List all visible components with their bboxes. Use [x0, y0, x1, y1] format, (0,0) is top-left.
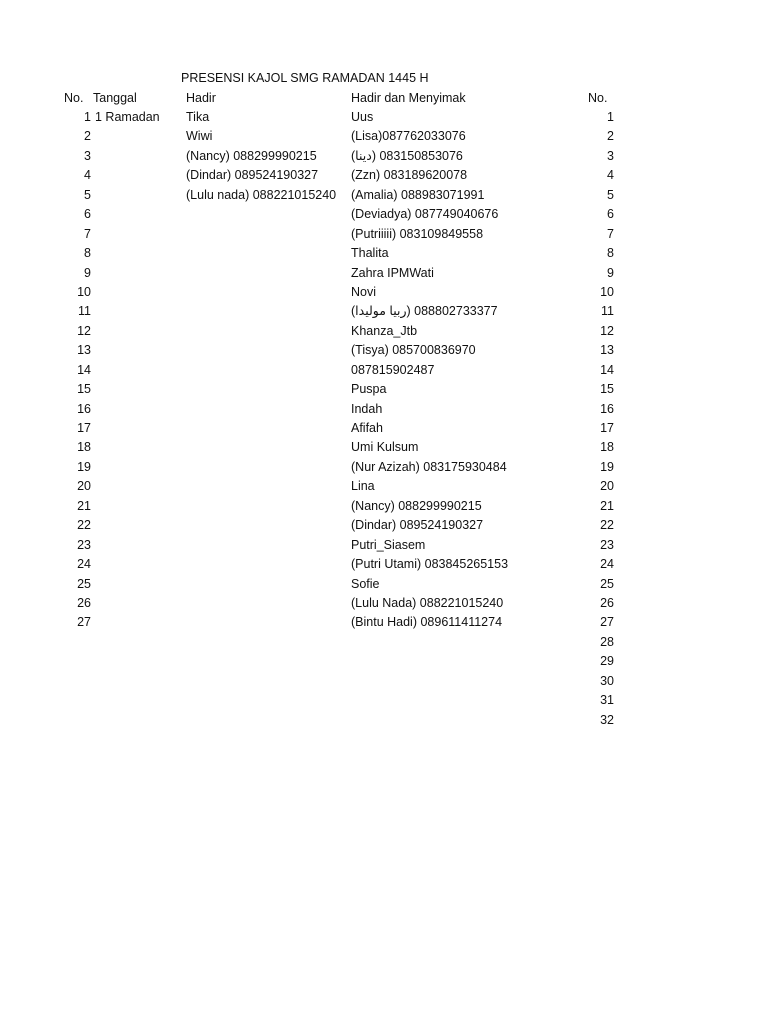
table-row	[0, 479, 768, 498]
hadir-menyimak-cell: Zahra IPMWati	[351, 265, 434, 280]
row-number-right: 25	[600, 576, 614, 591]
row-number-right: 21	[600, 498, 614, 513]
table-row	[0, 693, 768, 712]
hadir-menyimak-cell: (Nur Azizah) 083175930484	[351, 459, 507, 474]
row-number-right: 1	[607, 110, 614, 124]
table-row	[0, 188, 768, 207]
header-no-right: No.	[588, 91, 608, 105]
attendance-table	[0, 110, 768, 732]
hadir-menyimak-cell: (Zzn) 083189620078	[351, 168, 468, 183]
row-number-right: 32	[600, 712, 614, 727]
table-row	[0, 499, 768, 518]
row-number-right: 22	[600, 518, 614, 533]
header-no: No.	[64, 91, 84, 105]
row-number: 24	[77, 557, 91, 572]
row-number-right: 3	[607, 148, 614, 163]
hadir-menyimak-cell: Khanza_Jtb	[351, 323, 418, 338]
row-number-right: 13	[600, 343, 614, 358]
row-number: 5	[84, 187, 91, 202]
row-number: 12	[77, 323, 91, 338]
row-number-right: 15	[600, 382, 614, 397]
hadir-menyimak-cell: (Lisa)087762033076	[351, 129, 466, 144]
hadir-menyimak-cell: Lina	[351, 479, 375, 494]
row-number: 1	[84, 110, 91, 124]
row-number-right: 23	[600, 537, 614, 552]
table-row	[0, 674, 768, 693]
table-row	[0, 440, 768, 459]
row-number: 8	[84, 246, 91, 261]
table-row	[0, 421, 768, 440]
row-number: 19	[77, 459, 91, 474]
hadir-menyimak-cell: (Lulu Nada) 088221015240	[351, 595, 504, 610]
row-number-right: 14	[600, 362, 614, 377]
table-row	[0, 615, 768, 634]
hadir-menyimak-cell: Umi Kulsum	[351, 440, 419, 455]
row-number: 6	[84, 207, 91, 222]
row-number: 22	[77, 518, 91, 533]
row-number-right: 29	[600, 654, 614, 669]
row-number-right: 10	[600, 284, 614, 299]
row-number: 11	[78, 304, 91, 319]
hadir-cell: Wiwi	[186, 129, 213, 144]
hadir-menyimak-cell: (Bintu Hadi) 089611411274	[351, 615, 503, 630]
table-row	[0, 596, 768, 615]
table-row	[0, 207, 768, 226]
hadir-menyimak-cell: (Putri Utami) 083845265153	[351, 557, 509, 572]
hadir-menyimak-cell: Novi	[351, 284, 377, 299]
row-number-right: 12	[600, 323, 614, 338]
row-number-right: 26	[600, 595, 614, 610]
header-hadir-dan-menyimak: Hadir dan Menyimak	[351, 91, 466, 105]
table-row	[0, 654, 768, 673]
row-number: 3	[84, 148, 91, 163]
row-number: 13	[77, 343, 91, 358]
table-row	[0, 324, 768, 343]
row-number: 16	[77, 401, 91, 416]
table-row	[0, 285, 768, 304]
hadir-menyimak-cell: (Putriiiii) 083109849558	[351, 226, 484, 241]
row-number: 9	[84, 265, 91, 280]
hadir-menyimak-cell: (Amalia) 088983071991	[351, 187, 485, 202]
row-number-right: 19	[600, 459, 614, 474]
row-number-right: 6	[607, 207, 614, 222]
table-row	[0, 713, 768, 732]
table-row	[0, 382, 768, 401]
table-row	[0, 246, 768, 265]
row-number: 7	[84, 226, 91, 241]
table-row	[0, 266, 768, 285]
row-number: 15	[77, 382, 91, 397]
row-number: 18	[77, 440, 91, 455]
page-title: PRESENSI KAJOL SMG RAMADAN 1445 H	[181, 71, 429, 85]
row-number: 26	[77, 595, 91, 610]
row-number-right: 9	[607, 265, 614, 280]
hadir-menyimak-cell: (ربيا موليدا) 088802733377	[351, 304, 498, 319]
row-number: 2	[84, 129, 91, 144]
row-number: 10	[77, 284, 91, 299]
row-number: 21	[77, 498, 91, 513]
row-number: 23	[77, 537, 91, 552]
table-row	[0, 557, 768, 576]
hadir-menyimak-cell: (Nancy) 088299990215	[351, 498, 482, 513]
hadir-menyimak-cell: Uus	[351, 110, 374, 124]
row-number-right: 11	[601, 304, 614, 319]
hadir-menyimak-cell: (Dindar) 089524190327	[351, 518, 484, 533]
row-number-right: 18	[600, 440, 614, 455]
table-row	[0, 363, 768, 382]
row-number: 20	[77, 479, 91, 494]
row-number-right: 2	[607, 129, 614, 144]
row-number-right: 8	[607, 246, 614, 261]
row-number: 27	[77, 615, 91, 630]
table-row	[0, 518, 768, 537]
hadir-menyimak-cell: (Tisya) 085700836970	[351, 343, 476, 358]
hadir-cell: (Dindar) 089524190327	[186, 168, 319, 183]
row-number-right: 5	[607, 187, 614, 202]
hadir-menyimak-cell: Thalita	[351, 246, 389, 261]
row-number-right: 24	[600, 557, 614, 572]
hadir-cell: (Nancy) 088299990215	[186, 148, 317, 163]
row-number: 25	[77, 576, 91, 591]
row-number-right: 28	[600, 634, 614, 649]
hadir-menyimak-cell: Putri_Siasem	[351, 537, 426, 552]
row-number: 17	[77, 421, 91, 435]
table-row	[0, 635, 768, 654]
table-row	[0, 227, 768, 246]
table-row	[0, 304, 768, 323]
hadir-cell: (Lulu nada) 088221015240	[186, 187, 337, 202]
table-row	[0, 149, 768, 168]
table-row	[0, 129, 768, 148]
row-number-right: 16	[600, 401, 614, 416]
hadir-menyimak-cell: (دينا) 083150853076	[351, 148, 463, 163]
hadir-menyimak-cell: Afifah	[351, 421, 383, 435]
row-number-right: 30	[600, 673, 614, 688]
row-number-right: 7	[607, 226, 614, 241]
table-row	[0, 110, 768, 129]
row-number-right: 20	[600, 479, 614, 494]
hadir-menyimak-cell: 087815902487	[351, 362, 435, 377]
table-row	[0, 460, 768, 479]
table-row	[0, 168, 768, 187]
header-hadir: Hadir	[186, 91, 216, 105]
hadir-menyimak-cell: Puspa	[351, 382, 387, 397]
hadir-menyimak-cell: (Deviadya) 087749040676	[351, 207, 499, 222]
table-row	[0, 343, 768, 362]
hadir-cell: Tika	[186, 110, 210, 124]
row-number: 14	[77, 362, 91, 377]
row-number: 4	[84, 168, 91, 183]
header-tanggal: Tanggal	[93, 91, 137, 105]
tanggal-cell: 1 Ramadan	[95, 110, 160, 124]
row-number-right: 27	[600, 615, 614, 630]
row-number-right: 31	[600, 693, 614, 708]
table-row	[0, 577, 768, 596]
table-row	[0, 402, 768, 421]
hadir-menyimak-cell: Indah	[351, 401, 383, 416]
row-number-right: 17	[600, 421, 614, 435]
row-number-right: 4	[607, 168, 614, 183]
table-row	[0, 538, 768, 557]
hadir-menyimak-cell: Sofie	[351, 576, 380, 591]
